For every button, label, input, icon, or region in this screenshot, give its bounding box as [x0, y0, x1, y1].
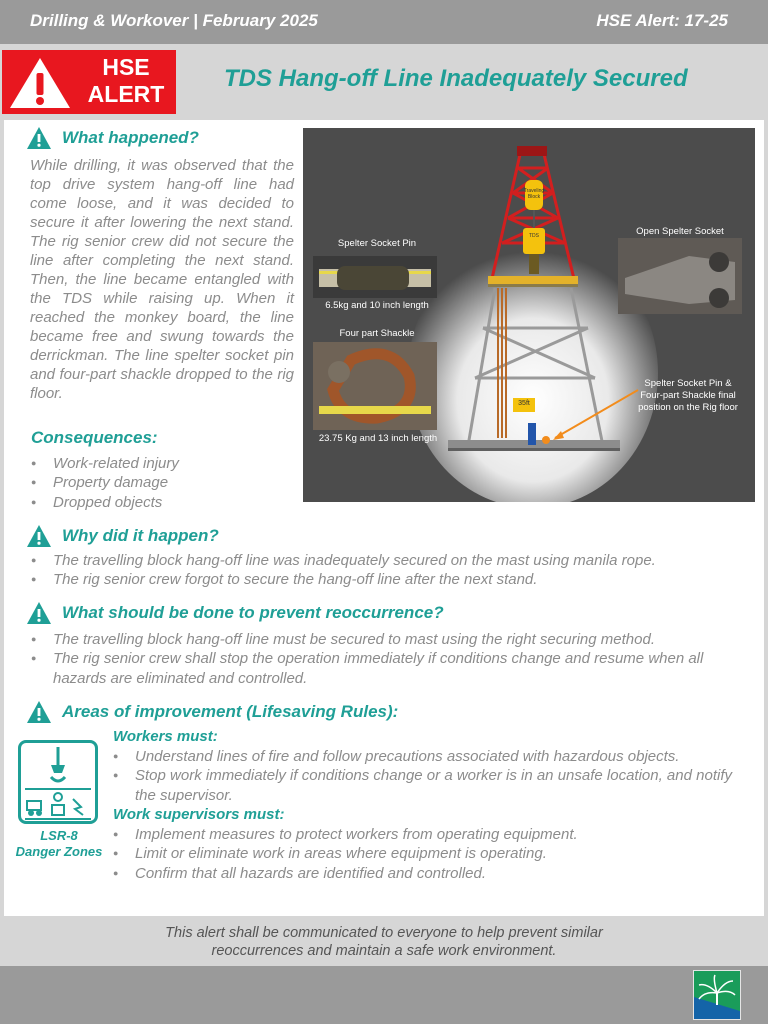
workers-list — [113, 747, 733, 805]
list-item: ● The travelling block hang-off line was inadequately secured on the mast using manila rope. — [31, 551, 751, 570]
lsr-code: LSR-8 — [40, 828, 78, 843]
badge-line-2: ALERT — [87, 81, 165, 107]
why-heading — [26, 524, 219, 548]
division-label: Drilling & Workover | February 2025 — [30, 11, 318, 30]
page-title: TDS Hang-off Line Inadequately Secured — [224, 65, 688, 92]
traveling-block-label: Traveling Block — [523, 188, 545, 200]
warning-icon — [26, 126, 52, 150]
list-item: ● Implement measures to protect workers from operating equipment. — [113, 825, 733, 844]
list-item: ● Stop work immediately if conditions change or a worker is in an unsafe location, and notify the supervisor. — [113, 766, 733, 805]
prevent-title: What should be done to prevent reoccurrence? — [62, 603, 444, 622]
list-item: ● The rig senior crew shall stop the operation immediately if conditions change and resume when all hazards are eliminated and controlled. — [31, 649, 731, 688]
lsr-caption — [12, 828, 106, 860]
shackle-spec: 23.75 Kg and 13 inch length — [318, 433, 438, 444]
pin-title: Spelter Socket Pin — [337, 238, 417, 249]
company-logo — [693, 970, 741, 1020]
supervisors-heading: Work supervisors must: — [113, 806, 285, 823]
danger-zone-icon — [21, 743, 95, 821]
footer-line-2: reoccurrences and maintain a safe work environment. — [211, 943, 557, 959]
what-happened-text: While drilling, it was observed that the top drive system hang-off line had come loose, and it was decided to secure it after lowering the next stand. The rig senior crew did not secure the line after completing the next stand. Then, the line became entangled with the TDS while raising up. When it reached the monkey board, the line became free and swung towards the derrickman. The line spelter socket pin and four-part shackle dropped to the rig floor. — [30, 157, 294, 402]
socket-title: Open Spelter Socket — [636, 226, 724, 237]
tds-label: TDS — [529, 233, 539, 239]
list-item: ● Dropped objects — [31, 493, 291, 512]
list-item: ● Limit or eliminate work in areas where equipment is operating. — [113, 844, 733, 863]
alert-number: HSE Alert: 17-25 — [596, 11, 728, 30]
why-title: Why did it happen? — [62, 526, 219, 545]
rig-photo-composite — [303, 128, 755, 502]
bottom-bar — [0, 966, 768, 1024]
supervisors-list — [113, 825, 733, 883]
height-tag: 35ft — [518, 400, 530, 407]
consequences-list — [31, 454, 291, 512]
footer-line-1: This alert shall be communicated to everyone to help prevent similar — [165, 925, 603, 941]
lsr-danger-zone-icon — [18, 740, 98, 824]
alert-content — [4, 120, 764, 916]
final-position-note: Spelter Socket Pin & Four-part Shackle final position on the Rig floor — [638, 378, 738, 413]
warning-icon — [8, 55, 72, 111]
workers-heading: Workers must: — [113, 728, 218, 745]
top-bar — [0, 0, 768, 44]
improvement-title: Areas of improvement (Lifesaving Rules): — [62, 702, 399, 721]
list-item: ● The rig senior crew forgot to secure the hang-off line after the next stand. — [31, 570, 751, 589]
prevent-list — [31, 630, 731, 688]
palm-logo-icon — [694, 971, 740, 1019]
warning-icon — [26, 601, 52, 625]
what-happened-title: What happened? — [62, 128, 199, 147]
list-item: ● The travelling block hang-off line must be secured to mast using the right securing method. — [31, 630, 731, 649]
why-list — [31, 551, 751, 590]
consequences-heading — [31, 428, 158, 448]
warning-icon — [26, 524, 52, 548]
improvement-heading — [26, 700, 398, 724]
warning-icon — [26, 700, 52, 724]
prevent-heading — [26, 601, 444, 625]
list-item: ● Confirm that all hazards are identified and controlled. — [113, 864, 733, 883]
what-happened-heading — [26, 126, 199, 150]
rig-mast-illustration — [303, 128, 755, 502]
badge-line-1: HSE — [102, 54, 150, 80]
list-item: ● Property damage — [31, 473, 291, 492]
hse-alert-badge — [2, 50, 176, 114]
footer-note — [0, 918, 768, 966]
shackle-title: Four part Shackle — [339, 328, 415, 339]
consequences-title: Consequences: — [31, 428, 158, 447]
lsr-name: Danger Zones — [15, 844, 103, 859]
list-item: ● Understand lines of fire and follow precautions associated with hazardous objects. — [113, 747, 733, 766]
badge-text — [80, 54, 172, 108]
list-item: ● Work-related injury — [31, 454, 291, 473]
pin-spec: 6.5kg and 10 inch length — [325, 300, 429, 311]
